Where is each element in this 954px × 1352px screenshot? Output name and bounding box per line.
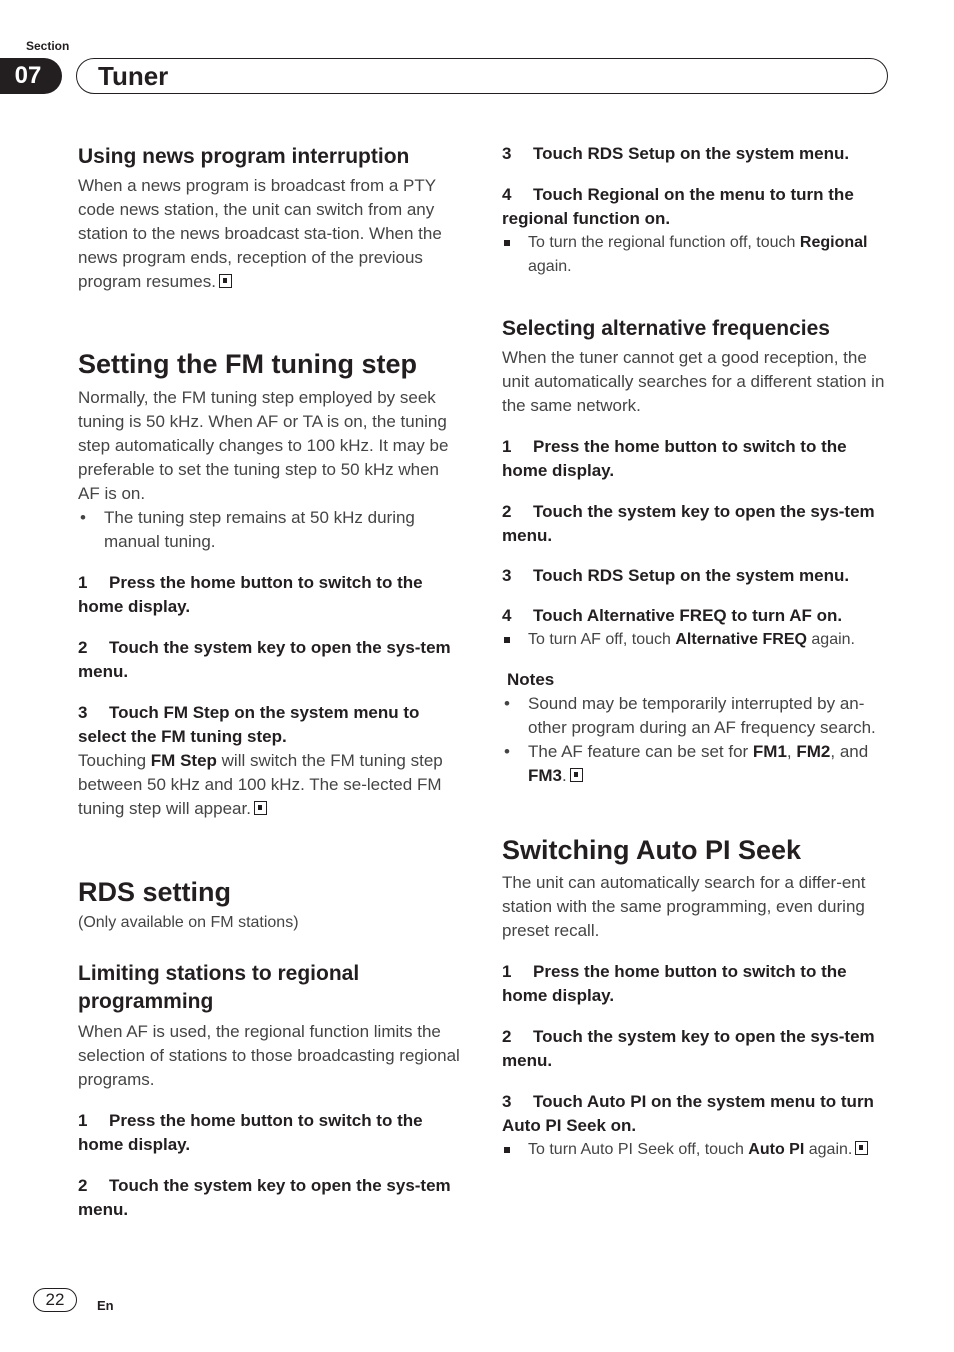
section-label: Section bbox=[26, 39, 70, 53]
end-mark-icon bbox=[219, 274, 232, 288]
fm-step-2: 2 Touch the system key to open the sys-tem menu. bbox=[78, 638, 451, 681]
notes-bullet-1: • Sound may be temporarily interrupted by an-other program during an AF frequency search. bbox=[502, 692, 888, 740]
auto-pi-step-3: 3 Touch Auto PI on the system menu to turn Auto PI Seek on. bbox=[502, 1092, 874, 1135]
right-column bbox=[502, 142, 888, 1162]
fm-step-body: Normally, the FM tuning step employed by seek tuning is 50 kHz. When AF or TA is on, the tuning step automatically changes to 100 kHz. It may be preferable to set the tuning step to 50 kHz when AF is on. bbox=[78, 388, 449, 503]
left-column bbox=[78, 143, 464, 1222]
auto-pi-body: The unit can automatically search for a differ-ent station with the same programming, even during preset recall. bbox=[502, 873, 866, 940]
news-heading: Using news program interruption bbox=[78, 145, 410, 168]
af-step-3: 3 Touch RDS Setup on the system menu. bbox=[502, 566, 850, 585]
regional-body: When AF is used, the regional function limits the selection of stations to those broadcasting regional programs. bbox=[78, 1022, 460, 1089]
regional-step-1: 1 Press the home button to switch to the home display. bbox=[78, 1111, 423, 1154]
notes-heading: Notes bbox=[507, 670, 555, 689]
end-mark-icon bbox=[570, 768, 583, 782]
rds-heading: RDS setting bbox=[78, 877, 232, 907]
regional-heading: Limiting stations to regional programming bbox=[78, 962, 360, 1013]
news-body: When a news program is broadcast from a PTY code news station, the unit can switch from any station to the news broadcast sta-tion. When the news program ends, reception of the previous program resumes. bbox=[78, 176, 442, 291]
af-note: To turn AF off, touch Alternative FREQ again. bbox=[502, 628, 888, 652]
rds-subtext: (Only available on FM stations) bbox=[78, 914, 299, 931]
page-number: 22 bbox=[33, 1288, 77, 1312]
auto-pi-heading: Switching Auto PI Seek bbox=[502, 835, 802, 865]
regional-step-2: 2 Touch the system key to open the sys-tem menu. bbox=[78, 1176, 451, 1219]
af-step-1: 1 Press the home button to switch to the home display. bbox=[502, 437, 847, 480]
section-title-bar bbox=[76, 58, 888, 94]
fm-step-heading: Setting the FM tuning step bbox=[78, 349, 417, 379]
end-mark-icon bbox=[254, 801, 267, 815]
af-step-4: 4 Touch Alternative FREQ to turn AF on. bbox=[502, 606, 843, 625]
section-number-badge: 07 bbox=[0, 58, 62, 94]
auto-pi-step-1: 1 Press the home button to switch to the home display. bbox=[502, 962, 847, 1005]
regional-note: To turn the regional function off, touch Regional again. bbox=[502, 231, 888, 279]
section-title: Tuner bbox=[98, 61, 169, 91]
end-mark-icon bbox=[855, 1141, 868, 1155]
auto-pi-note: To turn Auto PI Seek off, touch Auto PI again. bbox=[502, 1138, 888, 1162]
language-label: En bbox=[97, 1298, 114, 1313]
fm-step-1: 1 Press the home button to switch to the home display. bbox=[78, 573, 423, 616]
af-step-2: 2 Touch the system key to open the sys-tem menu. bbox=[502, 502, 875, 545]
fm-step-3-body: Touching FM Step will switch the FM tuning step between 50 kHz and 100 kHz. The se-lected FM tuning step will appear. bbox=[78, 751, 443, 818]
regional-step-4: 4 Touch Regional on the menu to turn the regional function on. bbox=[502, 185, 854, 228]
notes-bullet-2: • The AF feature can be set for FM1, FM2, and FM3. bbox=[502, 740, 888, 788]
af-body: When the tuner cannot get a good reception, the unit automatically searches for a different station in the same network. bbox=[502, 348, 885, 415]
regional-step-3: 3 Touch RDS Setup on the system menu. bbox=[502, 144, 850, 163]
auto-pi-step-2: 2 Touch the system key to open the sys-tem menu. bbox=[502, 1027, 875, 1070]
af-heading: Selecting alternative frequencies bbox=[502, 317, 830, 340]
fm-step-bullet: • The tuning step remains at 50 kHz during manual tuning. bbox=[78, 506, 464, 554]
fm-step-3: 3 Touch FM Step on the system menu to select the FM tuning step. bbox=[78, 703, 420, 746]
